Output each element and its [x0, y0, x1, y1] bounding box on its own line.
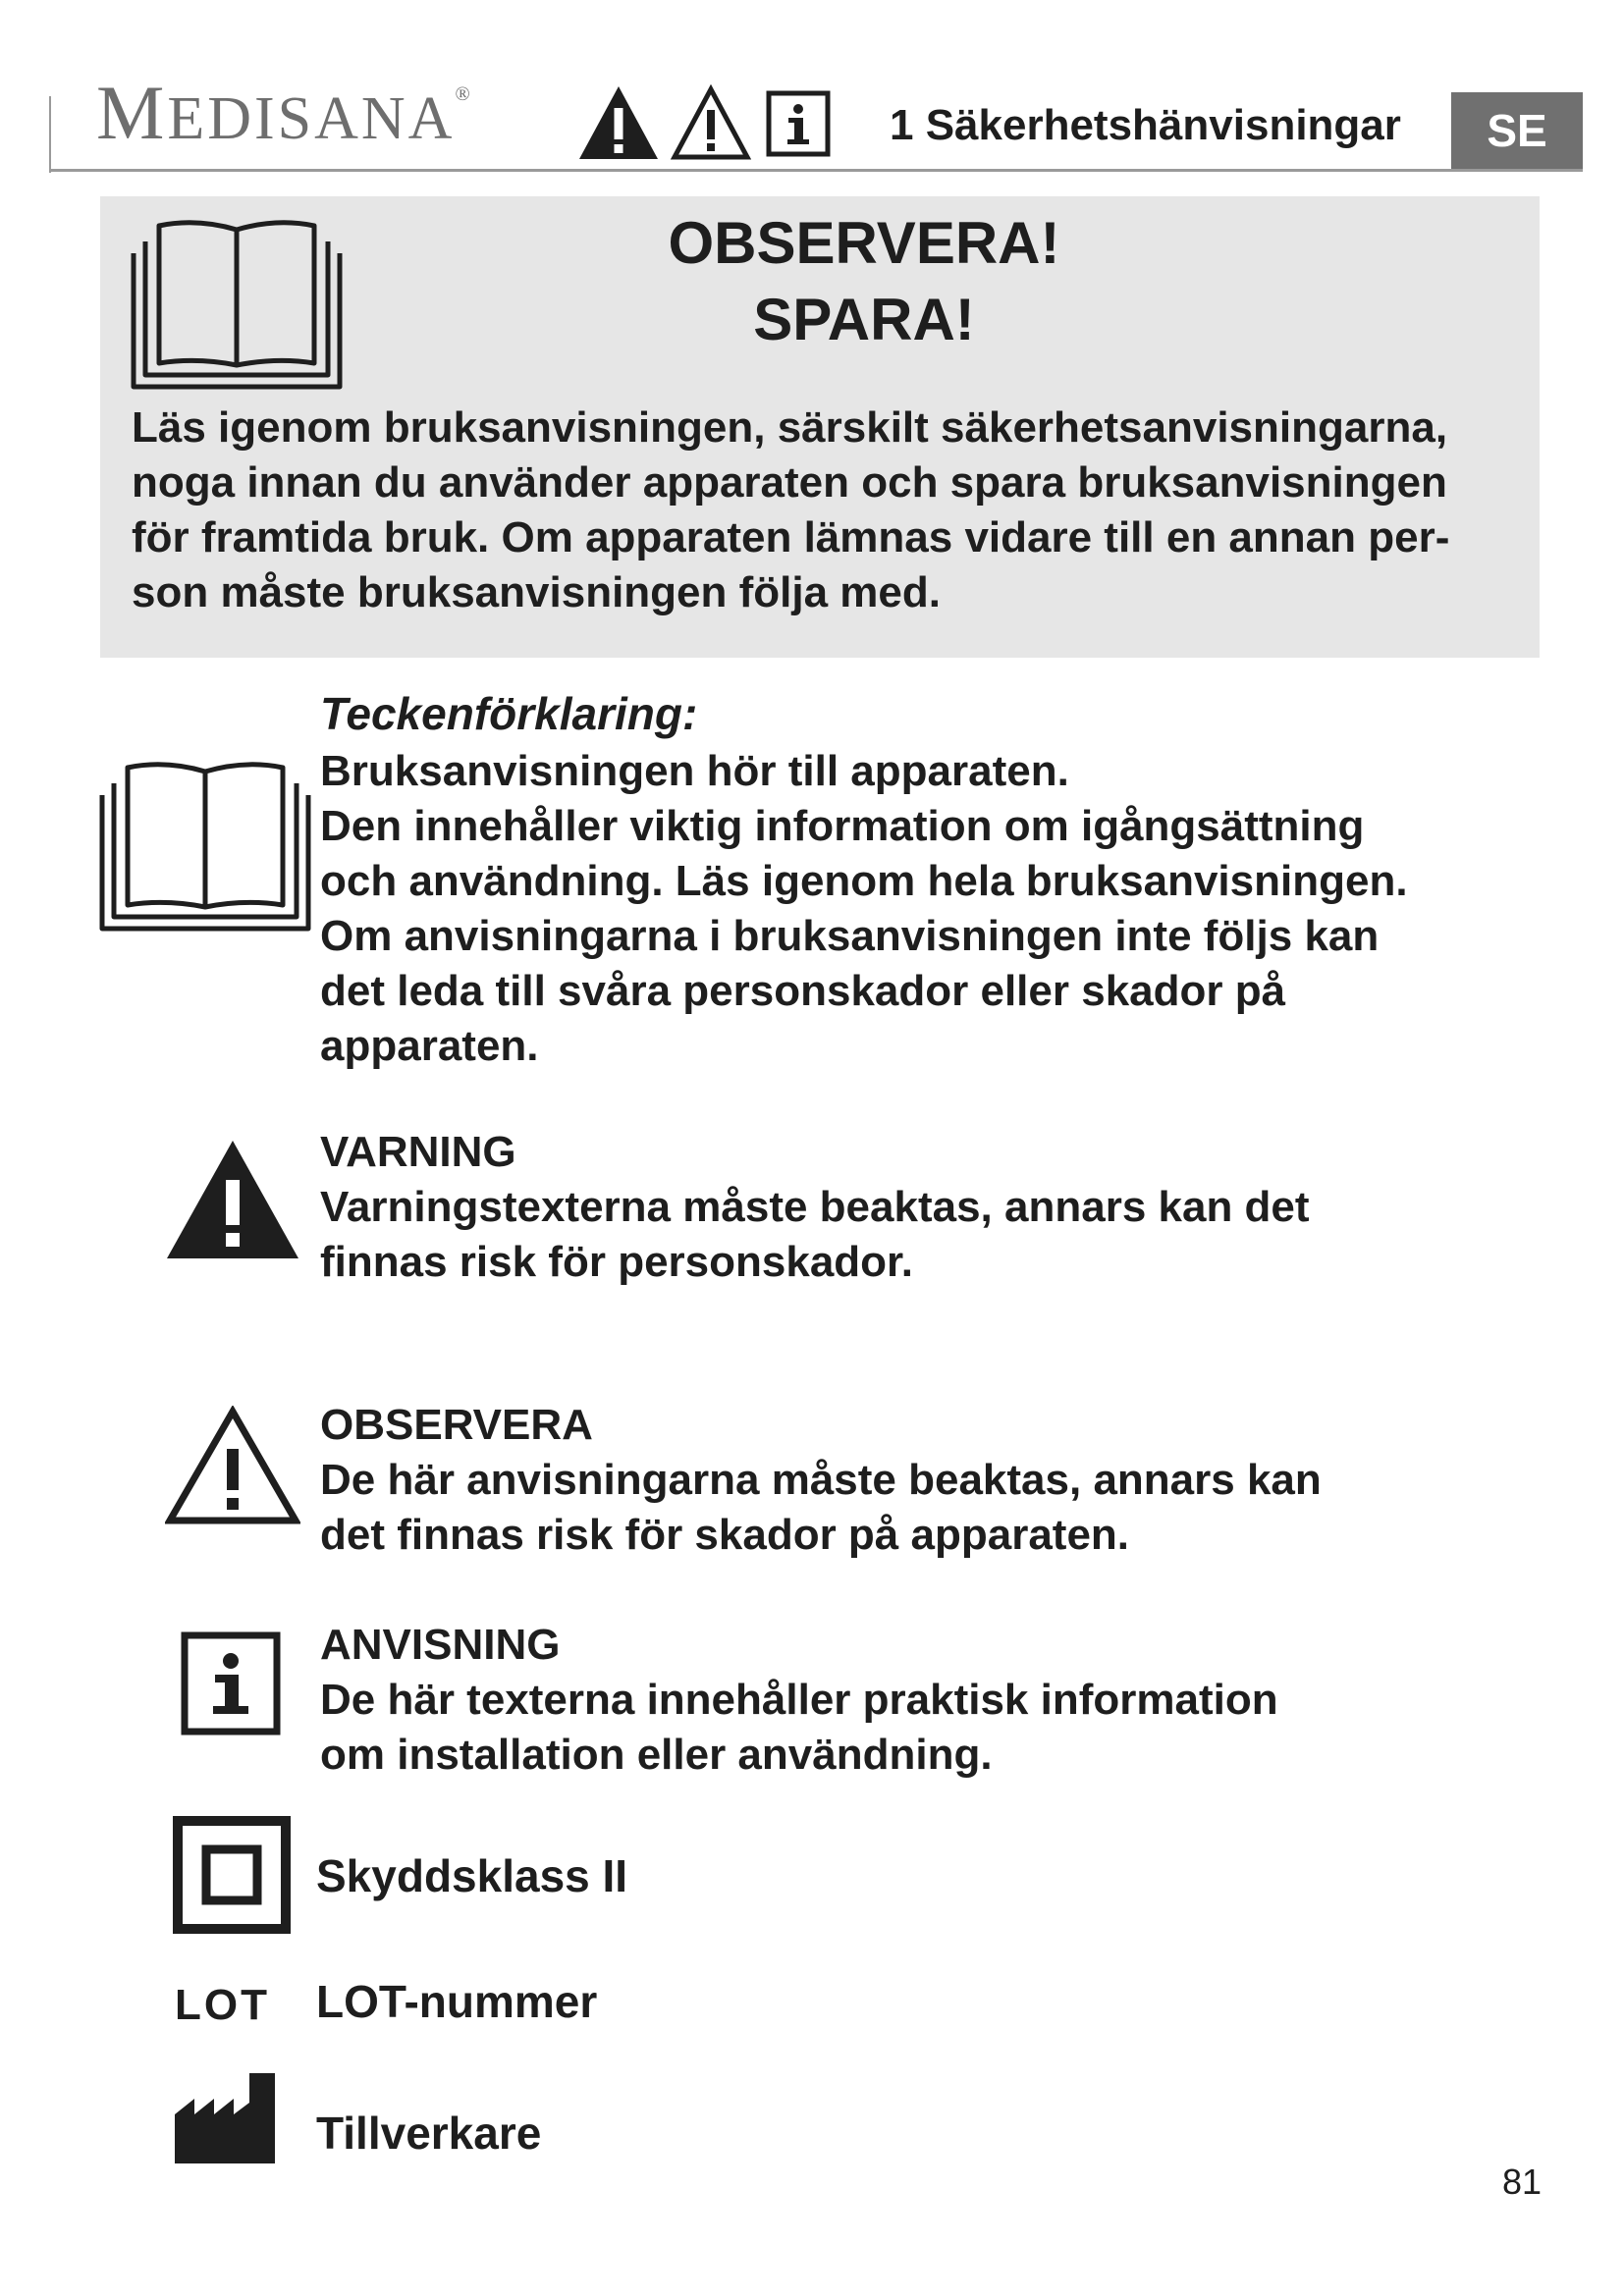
brand-logo — [96, 70, 473, 155]
notice-title-spara: SPARA! — [753, 287, 975, 352]
notice-body-line: son måste bruksanvisningen följa med. — [132, 568, 941, 616]
notice-body — [132, 400, 1526, 620]
notice-body-line: Läs igenom bruksanvisningen, särskilt säkerhetsanvisningarna, — [132, 403, 1448, 452]
legend-warning-text — [320, 1125, 1528, 1290]
legend-caution-text — [320, 1398, 1528, 1563]
legend-warning-line: finnas risk för personskador. — [320, 1238, 913, 1286]
legend-manufacturer-label: Tillverkare — [316, 2108, 542, 2159]
warning-filled-icon — [165, 1139, 300, 1260]
section-title: 1 Säkerhetshänvisningar — [890, 101, 1401, 149]
legend-note-line: De här texterna innehåller praktisk information — [320, 1676, 1278, 1724]
header-left-rule — [49, 96, 51, 173]
manufacturer-icon — [173, 2071, 277, 2165]
legend-caution-label: OBSERVERA — [320, 1401, 593, 1449]
brand-logo-registered: ® — [455, 83, 473, 105]
brand-logo-rest: EDISANA — [167, 85, 456, 152]
legend-protection-class-label: Skyddsklass II — [316, 1850, 628, 1901]
book-icon — [98, 756, 312, 933]
notice-title-observera: OBSERVERA! — [668, 210, 1060, 276]
notice-body-line: för framtida bruk. Om apparaten lämnas vidare till en annan per- — [132, 513, 1450, 561]
legend-manual-line: och användning. Läs igenom hela bruksanvisningen. — [320, 857, 1408, 905]
legend-note-label: ANVISNING — [320, 1621, 561, 1669]
protection-class-ii-icon — [173, 1816, 291, 1934]
header-rule — [49, 169, 1583, 172]
legend-lot-label: LOT-nummer — [316, 1976, 598, 2027]
legend-note-text — [320, 1618, 1528, 1783]
legend-heading: Teckenförklaring: — [320, 688, 698, 739]
legend-note-line: om installation eller användning. — [320, 1731, 993, 1779]
legend-caution-line: det finnas risk för skador på apparaten. — [320, 1511, 1130, 1559]
legend-caution-line: De här anvisningarna måste beaktas, annars kan — [320, 1456, 1322, 1504]
legend-manual-text — [320, 744, 1528, 1074]
legend-manual-line: Om anvisningarna i bruksanvisningen inte följs kan — [320, 912, 1380, 960]
legend-manual-line: Den innehåller viktig information om igångsättning — [320, 802, 1365, 850]
legend-warning-label: VARNING — [320, 1128, 516, 1176]
brand-logo-initial: M — [96, 70, 168, 155]
legend-manual-line: apparaten. — [320, 1022, 539, 1070]
info-icon — [766, 90, 831, 157]
warning-filled-icon — [577, 84, 660, 161]
language-tab: SE — [1451, 92, 1583, 169]
warning-outline-icon — [670, 84, 752, 161]
notice-body-line: noga innan du använder apparaten och spara bruksanvisningen — [132, 458, 1447, 507]
info-icon — [181, 1631, 281, 1735]
legend-warning-line: Varningstexterna måste beaktas, annars kan det — [320, 1183, 1310, 1231]
legend-manual-line: det leda till svåra personskador eller skador på — [320, 967, 1286, 1015]
legend-manual-line: Bruksanvisningen hör till apparaten. — [320, 747, 1069, 795]
warning-outline-icon — [165, 1406, 300, 1525]
page-number: 81 — [1502, 2162, 1543, 2202]
lot-symbol: LOT — [175, 1981, 270, 2029]
